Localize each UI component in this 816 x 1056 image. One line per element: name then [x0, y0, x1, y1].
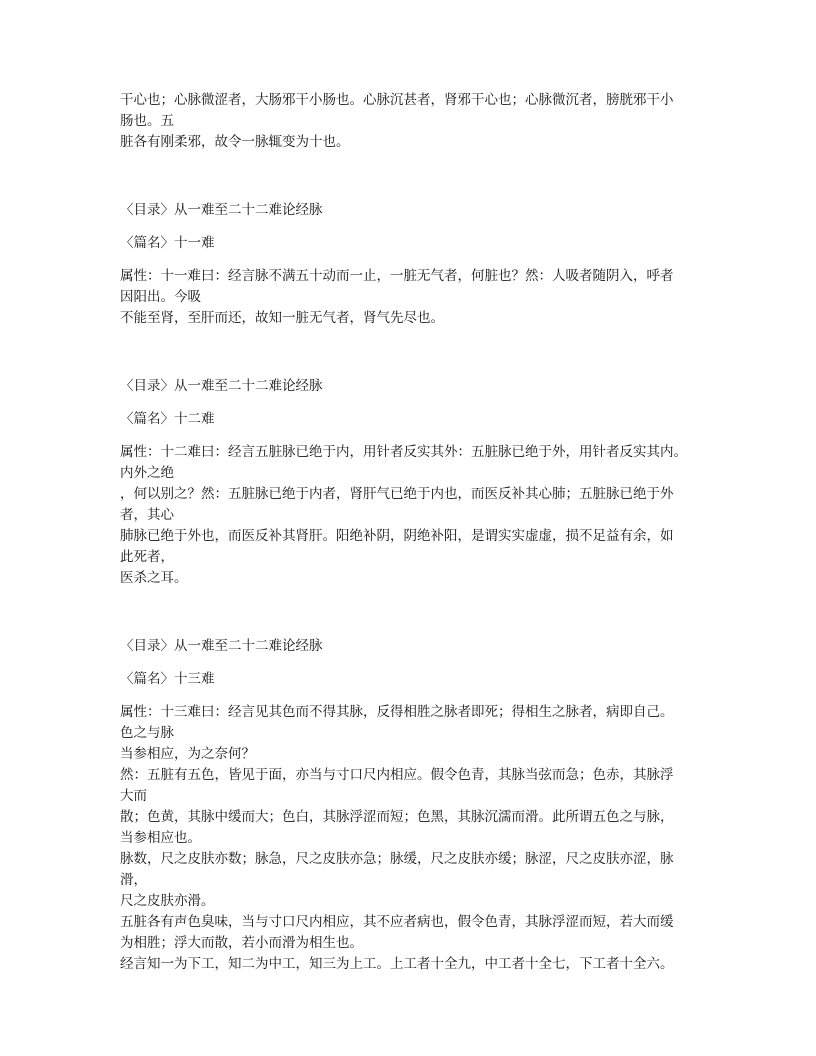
text-line: 内外之绝 [120, 465, 174, 481]
text-line: 五脏各有声色臭味，当与寸口尺内相应，其不应者病也，假令色青，其脉浮涩而短，若大而缓 [120, 914, 674, 930]
intro-paragraph [120, 90, 700, 153]
text-line: 滑， [120, 872, 147, 888]
text-line: 然：五脏有五色，皆见于面，亦当与寸口尺内相应。假令色青，其脉当弦而急；色赤，其脉浮 [120, 767, 674, 783]
text-line: 属性：十三难曰：经言见其色而不得其脉，反得相胜之脉者即死；得相生之脉者，病即自己。 [120, 704, 674, 720]
text-line: 色之与脉 [120, 725, 174, 741]
section-11 [120, 200, 700, 329]
text-line: 医杀之耳。 [120, 570, 188, 586]
text-line: 属性：十二难曰：经言五脏脉已绝于内，用针者反实其外：五脏脉已绝于外，用针者反实其内。 [120, 444, 687, 460]
section-body [120, 266, 700, 329]
text-line: 此死者， [120, 549, 174, 565]
text-line: 脉数，尺之皮肤亦数；脉急，尺之皮肤亦急；脉缓，尺之皮肤亦缓；脉涩，尺之皮肤亦涩，脉 [120, 851, 674, 867]
text-line: 大而 [120, 788, 147, 804]
text-line: 肺脉已绝于外也，而医反补其肾肝。阳绝补阴，阴绝补阳，是谓实实虚虚，损不足益有余，如 [120, 528, 674, 544]
text-line: 散；色黄，其脉中缓而大；色白，其脉浮涩而短；色黑，其脉沉濡而滑。此所谓五色之与脉， [120, 809, 674, 825]
text-line: 脏各有刚柔邪，故令一脉辄变为十也。 [120, 134, 350, 150]
text-line: 因阳出。今吸 [120, 289, 201, 305]
text-line: 当参相应也。 [120, 830, 201, 846]
text-line: 不能至肾，至肝而还，故知一脏无气者，肾气先尽也。 [120, 310, 444, 326]
section-13 [120, 636, 700, 975]
text-line: 为相胜；浮大而散，若小而滑为相生也。 [120, 935, 363, 951]
chapter-title: 〈篇名〉十二难 [120, 411, 215, 427]
text-line: 当参相应，为之奈何？ [120, 746, 255, 762]
section-body [120, 702, 700, 975]
catalog-heading: 〈目录〉从一难至二十二难论经脉 [120, 638, 323, 654]
chapter-title: 〈篇名〉十三难 [120, 671, 215, 687]
section-12 [120, 376, 700, 589]
text-line: 者，其心 [120, 507, 174, 523]
text-line: 肠也。五 [120, 113, 174, 129]
chapter-title: 〈篇名〉十一难 [120, 235, 215, 251]
text-line: 干心也；心脉微涩者，大肠邪干小肠也。心脉沉甚者，肾邪干心也；心脉微沉者，膀胱邪干小 [120, 92, 674, 108]
section-body [120, 442, 700, 589]
text-line: ，何以别之？然：五脏脉已绝于内者，肾肝气已绝于内也，而医反补其心肺；五脏脉已绝于外 [120, 486, 674, 502]
text-line: 经言知一为下工，知二为中工，知三为上工。上工者十全九，中工者十全七，下工者十全六。 [120, 956, 674, 972]
document-page [120, 90, 700, 975]
text-line: 属性：十一难曰：经言脉不满五十动而一止，一脏无气者，何脏也？然：人吸者随阴入，呼者 [120, 268, 674, 284]
catalog-heading: 〈目录〉从一难至二十二难论经脉 [120, 202, 323, 218]
text-line: 尺之皮肤亦滑。 [120, 893, 215, 909]
catalog-heading: 〈目录〉从一难至二十二难论经脉 [120, 378, 323, 394]
